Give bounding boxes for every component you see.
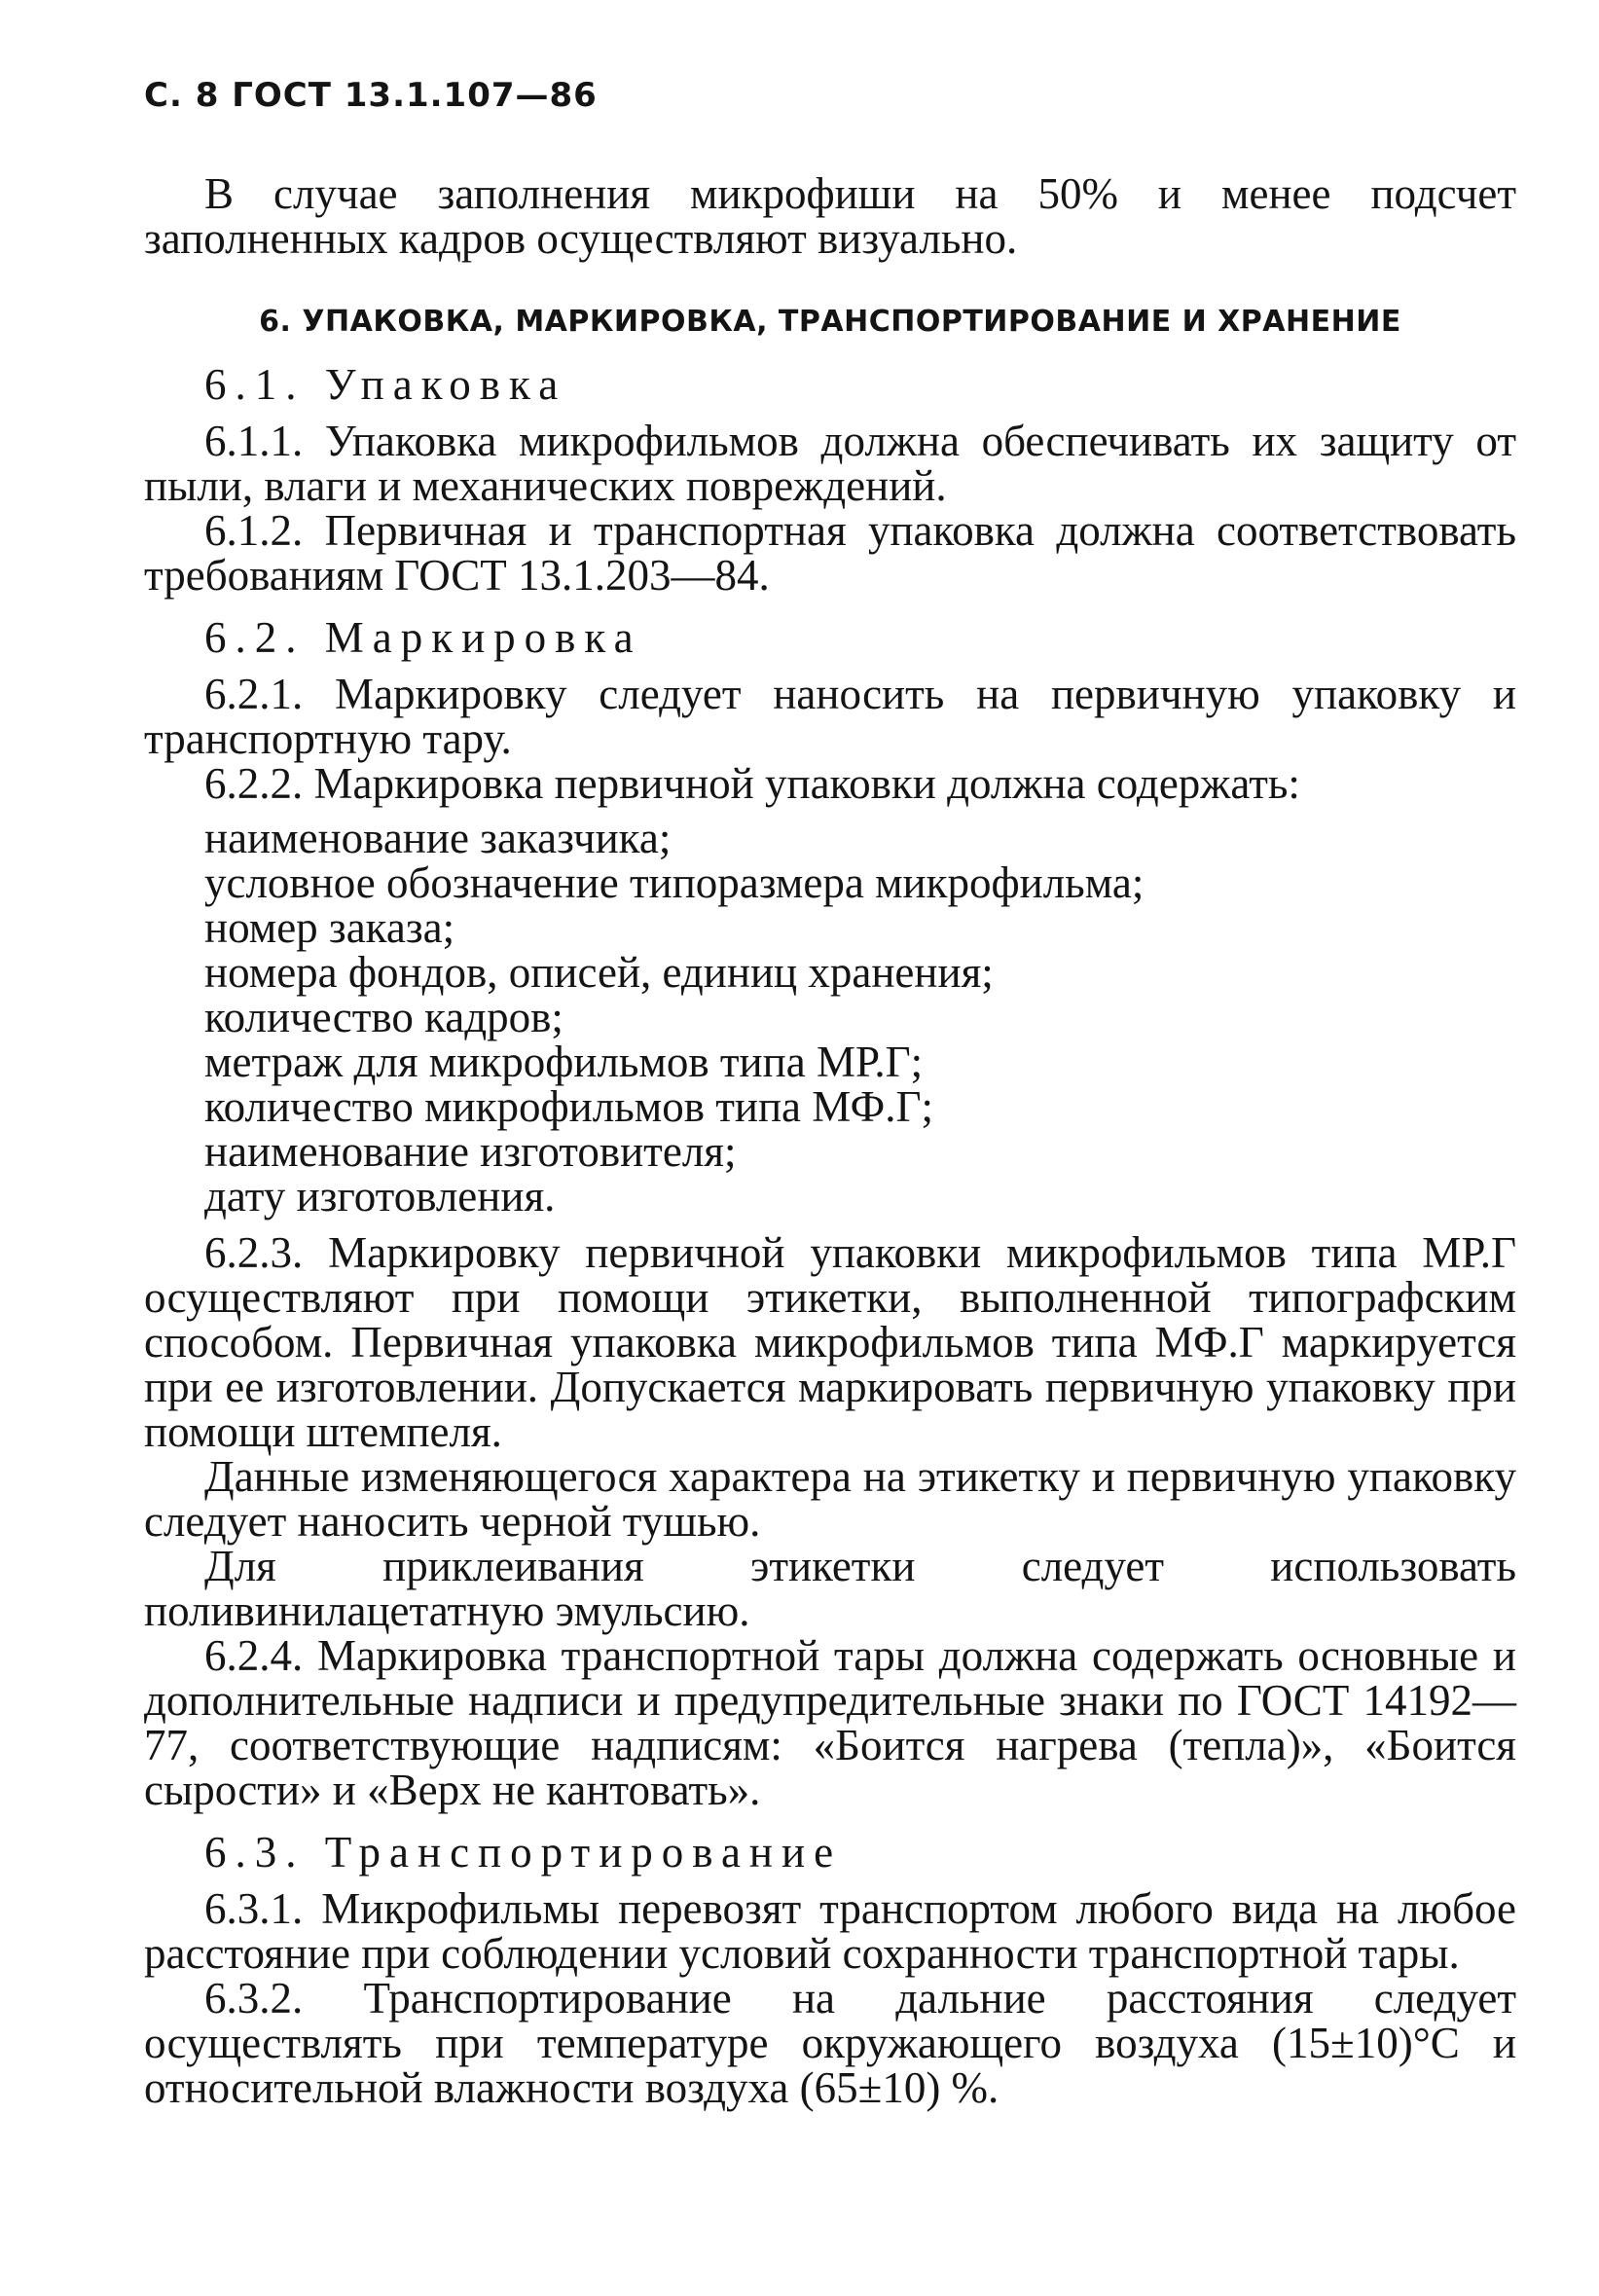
paragraph-6-2-3: 6.2.3. Маркировку первичной упаковки микрофильмов типа МР.Г осуществляют при помощи этикетки, выполненной типографским способом. Первичная упаковка микрофильмов типа МФ.Г маркируется при ее изготовлении. Допускается маркировать первичную упаковку при помощи штемпеля. xyxy=(144,1228,1516,1456)
list-item: количество кадров; xyxy=(204,993,563,1041)
paragraph-6-3-1: 6.3.1. Микрофильмы перевозят транспортом любого вида на любое расстояние при соблюдении условий сохранности транспортной тары. xyxy=(144,1884,1516,1978)
list-item: метраж для микрофильмов типа МР.Г; xyxy=(204,1038,924,1086)
section-heading-6: 6. УПАКОВКА, МАРКИРОВКА, ТРАНСПОРТИРОВАНИЕ И ХРАНЕНИЕ xyxy=(259,305,1401,339)
list-item: условное обозначение типоразмера микрофильма; xyxy=(204,858,1145,907)
subsection-heading-6-1: 6.1. Упаковка xyxy=(204,360,567,409)
paragraph-6-1-1: 6.1.1. Упаковка микрофильмов должна обеспечивать их защиту от пыли, влаги и механических повреждений. xyxy=(144,417,1516,510)
list-item: наименование изготовителя; xyxy=(204,1127,737,1176)
running-header: С. 8 ГОСТ 13.1.107—86 xyxy=(144,76,598,115)
list-item: наименование заказчика; xyxy=(204,814,672,862)
subsection-heading-6-2: 6.2. Маркировка xyxy=(204,613,642,662)
intro-paragraph: В случае заполнения микрофиши на 50% и менее подсчет заполненных кадров осуществляют визуально. xyxy=(144,169,1516,263)
list-item: дату изготовления. xyxy=(204,1172,556,1221)
list-item: количество микрофильмов типа МФ.Г; xyxy=(204,1082,933,1131)
subsection-heading-6-3: 6.3. Транспортирование xyxy=(204,1828,843,1877)
paragraph-6-3-2: 6.3.2. Транспортирование на дальние расстояния следует осуществлять при температуре окружающего воздуха (15±10)°С и относительной влажности воздуха (65±10) %. xyxy=(144,1974,1516,2112)
paragraph-6-2-3-glue: Для приклеивания этикетки следует использовать поливинилацетатную эмульсию. xyxy=(144,1542,1516,1635)
list-item: номера фондов, описей, единиц хранения; xyxy=(204,948,994,997)
paragraph-6-2-1: 6.2.1. Маркировку следует наносить на первичную упаковку и транспортную тару. xyxy=(144,670,1516,763)
paragraph-6-2-3-ink: Данные изменяющегося характера на этикетку и первичную упаковку следует наносить черной тушью. xyxy=(144,1452,1516,1546)
paragraph-6-2-2: 6.2.2. Маркировка первичной упаковки должна содержать: xyxy=(204,759,1300,808)
paragraph-6-1-2: 6.1.2. Первичная и транспортная упаковка должна соответствовать требованиям ГОСТ 13.1.203—84. xyxy=(144,506,1516,600)
paragraph-6-2-4: 6.2.4. Маркировка транспортной тары должна содержать основные и дополнительные надписи и предупредительные знаки по ГОСТ 14192—77, соответствующие надписям: «Боится нагрева (тепла)», «Боится сырости» и «Верх не кантовать». xyxy=(144,1631,1516,1814)
document-body xyxy=(144,171,1516,2110)
list-item: номер заказа; xyxy=(204,903,455,952)
marking-contents-list xyxy=(144,816,1516,1219)
